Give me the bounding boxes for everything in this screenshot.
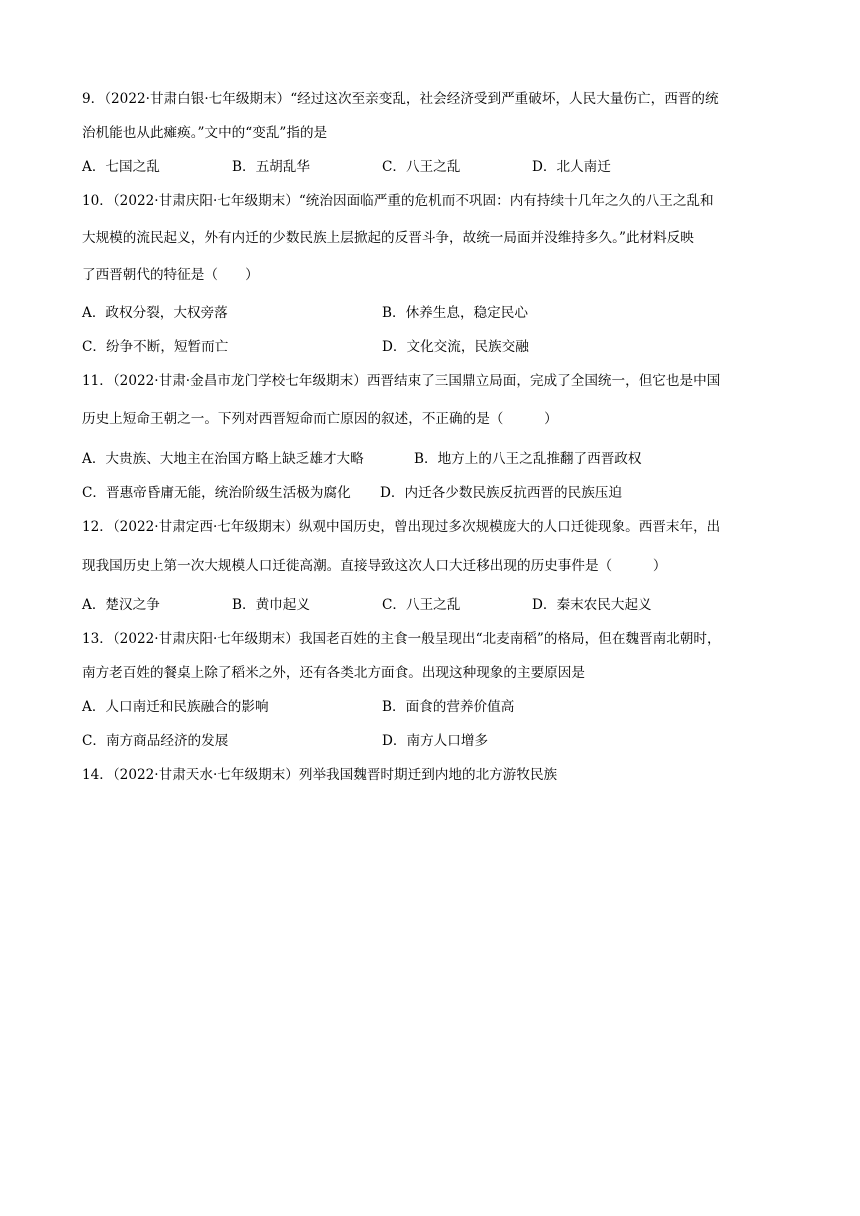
question-9-option-d: D．北人南迁 <box>532 159 611 175</box>
question-10-option-d: D．文化交流，民族交融 <box>382 339 529 355</box>
question-11-line-1: 11．（2022·甘肃·金昌市龙门学校七年级期末）西晋结束了三国鼎立局面，完成了全国统一，但它也是中国 <box>82 373 721 389</box>
question-10-option-a: A．政权分裂，大权旁落 <box>82 305 228 321</box>
question-13-line-1: 13．（2022·甘肃庆阳·七年级期末）我国老百姓的主食一般呈现出“北麦南稻”的格局，但在魏晋南北朝时， <box>82 631 721 647</box>
question-12-option-b: B．黄巾起义 <box>232 597 310 613</box>
question-9-option-a: A．七国之乱 <box>82 159 160 175</box>
question-12-option-d: D．秦末农民大起义 <box>532 597 652 613</box>
question-9-option-b: B．五胡乱华 <box>232 159 310 175</box>
question-9-line-1: 9．（2022·甘肃白银·七年级期末）“经过这次至亲变乱，社会经济受到严重破坏，人民大量伤亡，西晋的统 <box>82 91 719 107</box>
question-13-option-d: D．南方人口增多 <box>382 733 489 749</box>
question-12-line-1: 12．（2022·甘肃定西·七年级期末）纵观中国历史，曾出现过多次规模庞大的人口迁徙现象。西晋末年，出 <box>82 519 721 535</box>
question-13-option-b: B．面食的营养价值高 <box>382 699 515 715</box>
question-12-option-a: A．楚汉之争 <box>82 597 160 613</box>
question-13-option-a: A．人口南迁和民族融合的影响 <box>82 699 269 715</box>
question-11-option-d: D．内迁各少数民族反抗西晋的民族压迫 <box>380 485 622 501</box>
question-12-line-2: 现我国历史上第一次大规模人口迁徙高潮。直接导致这次人口大迁移出现的历史事件是（ ） <box>82 558 667 574</box>
question-13-option-c: C．南方商品经济的发展 <box>82 733 229 749</box>
question-11-option-b: B．地方上的八王之乱推翻了西晋政权 <box>414 451 642 467</box>
question-13-line-2: 南方老百姓的餐桌上除了稻米之外，还有各类北方面食。出现这种现象的主要原因是 <box>82 665 585 681</box>
question-11-option-c: C．晋惠帝昏庸无能，统治阶级生活极为腐化 <box>82 485 351 501</box>
question-11-option-a: A．大贵族、大地主在治国方略上缺乏雄才大略 <box>82 451 364 467</box>
question-14-line-1: 14．（2022·甘肃天水·七年级期末）列举我国魏晋时期迁到内地的北方游牧民族 <box>82 767 558 783</box>
question-10-option-b: B．休养生息，稳定民心 <box>382 305 528 321</box>
question-10-line-1: 10．（2022·甘肃庆阳·七年级期末）“统治因面临严重的危机而不巩固：内有持续十几年之久的八王之乱和 <box>82 193 714 209</box>
question-10-option-c: C．纷争不断，短暂而亡 <box>82 339 229 355</box>
question-12-option-c: C．八王之乱 <box>382 597 461 613</box>
question-9-line-2: 治机能也从此瘫痪。”文中的“变乱”指的是 <box>82 125 328 141</box>
question-11-line-2: 历史上短命王朝之一。下列对西晋短命而亡原因的叙述，不正确的是（ ） <box>82 411 558 427</box>
question-10-line-2: 大规模的流民起义，外有内迁的少数民族上层掀起的反晋斗争，故统一局面并没维持多久。”此材料反映 <box>82 230 694 246</box>
question-9-option-c: C．八王之乱 <box>382 159 461 175</box>
question-10-line-3: 了西晋朝代的特征是（ ） <box>82 267 259 283</box>
